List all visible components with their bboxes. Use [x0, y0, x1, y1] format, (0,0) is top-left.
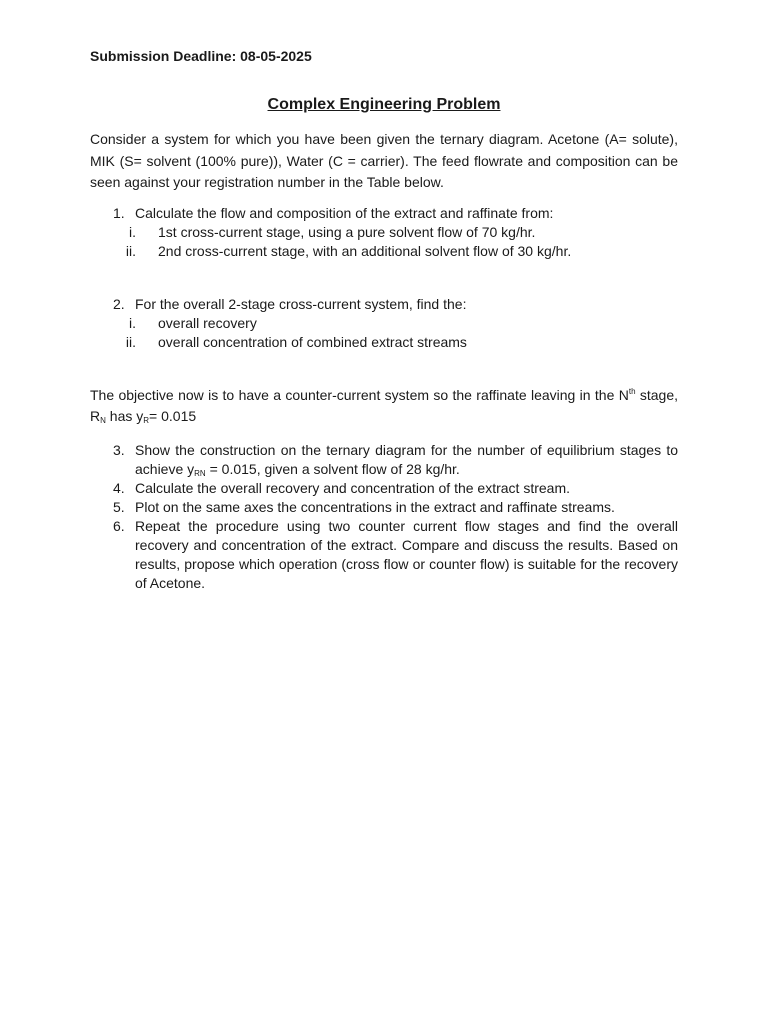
- list-item: [90, 479, 678, 498]
- objective-text-2: stage, R: [90, 386, 678, 424]
- item-number: 3.: [113, 441, 125, 458]
- objective-text-4: = 0.015: [149, 408, 197, 424]
- submission-deadline: Submission Deadline: 08-05-2025: [90, 48, 312, 64]
- intro-paragraph: Consider a system for which you have been given the ternary diagram. Acetone (A= solute), MIK (S= solvent (100% pure)), Water (C = carrier). The feed flowrate and composition can be seen against your registration number in the Table below.: [90, 131, 678, 190]
- item-text: For the overall 2-stage cross-current system, find the:: [135, 295, 467, 312]
- item-text: Show the construction on the ternary diagram for the number of equilibrium stages to achieve y: [135, 441, 678, 477]
- item-text: Calculate the overall recovery and concentration of the extract stream.: [135, 479, 570, 496]
- sub-item-label: ii.: [125, 334, 136, 350]
- item-number: 1.: [113, 204, 125, 221]
- list-item: [90, 498, 678, 517]
- sub-list-item: [90, 314, 678, 334]
- sub-item-text: overall recovery: [158, 314, 257, 331]
- list-item: [90, 517, 678, 593]
- item-number: 5.: [113, 498, 125, 515]
- list-item: [90, 295, 678, 314]
- objective-text-1: The objective now is to have a counter-current system so the raffinate leaving in the N: [90, 386, 629, 403]
- sub-item-text: 1st cross-current stage, using a pure solvent flow of 70 kg/hr.: [158, 223, 536, 240]
- item-number: 4.: [113, 479, 125, 496]
- question-2: [90, 295, 678, 353]
- item-number: 2.: [113, 295, 125, 312]
- item-text: Plot on the same axes the concentrations in the extract and raffinate streams.: [135, 498, 615, 515]
- sub-item-label: i.: [129, 314, 136, 331]
- list-item: [90, 204, 678, 223]
- question-1: [90, 204, 678, 262]
- list-item: [90, 441, 678, 479]
- superscript-th: th: [628, 386, 636, 396]
- sub-item-label: i.: [129, 223, 136, 240]
- sub-item-text: 2nd cross-current stage, with an additional solvent flow of 30 kg/hr.: [158, 243, 572, 259]
- document-page: [90, 46, 678, 593]
- sub-item-text: overall concentration of combined extract streams: [158, 334, 467, 350]
- page-title: Complex Engineering Problem: [267, 95, 501, 113]
- objective-text-3: has y: [105, 408, 144, 424]
- objective-paragraph: [90, 385, 678, 428]
- questions-3-6: [90, 441, 678, 593]
- item-text: Calculate the flow and composition of the extract and raffinate from:: [135, 204, 554, 221]
- sub-list-item: [90, 223, 678, 243]
- subscript-n: N: [100, 416, 106, 425]
- sub-list-item: [90, 333, 678, 353]
- subscript-rn: RN: [194, 468, 206, 478]
- item-text-cont: = 0.015, given a solvent flow of 28 kg/hr.: [205, 460, 460, 477]
- item-number: 6.: [113, 517, 125, 534]
- sub-list-item: [90, 242, 678, 262]
- sub-item-label: ii.: [125, 243, 136, 259]
- subscript-r: R: [143, 416, 150, 425]
- item-text: Repeat the procedure using two counter current flow stages and find the overall recovery and concentration of the extract. Compare and discuss the results. Based on results, propose which operation (cross flow or counter flow) is suitable for the recovery of Acetone.: [135, 517, 678, 591]
